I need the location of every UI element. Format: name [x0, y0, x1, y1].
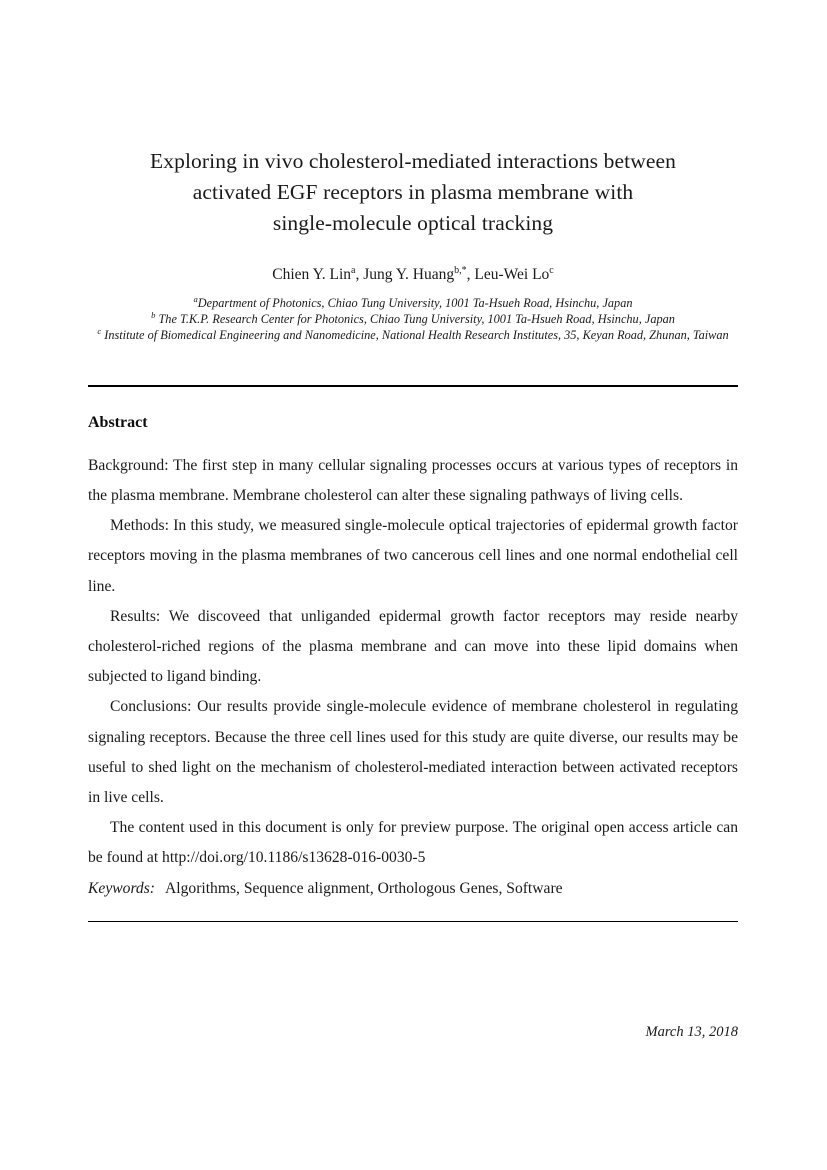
abstract-paragraph-results: Results: We discoveed that unliganded epidermal growth factor receptors may reside nearby cholesterol-riched regions of the plasma membrane and can move into these lipid domains when subjected to ligand binding. — [88, 607, 738, 686]
author-separator-1: , — [355, 266, 364, 283]
keywords-line — [88, 874, 738, 904]
abstract-heading: Abstract — [88, 413, 148, 431]
abstract-paragraph-methods: Methods: In this study, we measured single-molecule optical trajectories of epidermal growth factor receptors moving in the plasma membranes of two cancerous cell lines and one normal endothelial cell line. — [88, 517, 738, 595]
author-marker-3: c — [549, 264, 554, 276]
author-list — [88, 265, 738, 285]
abstract-paragraph-conclusions: Conclusions: Our results provide single-molecule evidence of membrane cholesterol in regulating signaling receptors. Because the three cell lines used for this study are quite diverse, our results may be useful to shed light on the mechanism of cholesterol-mediated interaction between activated receptors in live cells. — [88, 698, 738, 807]
divider-bottom — [88, 921, 738, 922]
page-content — [88, 0, 738, 922]
title-line-2: activated EGF receptors in plasma membrane with — [192, 180, 634, 204]
author-name-3: Leu-Wei Lo — [474, 266, 550, 283]
affiliation-marker-a: a — [193, 293, 198, 304]
title-line-3: single-molecule optical tracking — [272, 211, 554, 235]
preview-notice: The content used in this document is only for preview purpose. The original open access article can be found at http://doi.org/10.1186/s13628-016-0030-5 — [88, 819, 738, 867]
affiliation-text-a: Department of Photonics, Chiao Tung University, 1001 Ta-Hsueh Road, Hsinchu, Japan — [197, 296, 633, 310]
affiliation-list — [88, 293, 738, 343]
affiliation-text-b: The T.K.P. Research Center for Photonics, Chiao Tung University, 1001 Ta-Hsueh Road, Hsinchu, Japan — [158, 311, 675, 326]
author-marker-2: b,* — [454, 264, 467, 276]
affiliation-text-c: Institute of Biomedical Engineering and Nanomedicine, National Health Research Institutes, 35, Keyan Road, Zhunan, Taiwan — [104, 327, 729, 342]
keywords-list: Algorithms, Sequence alignment, Orthologous Genes, Software — [165, 879, 563, 897]
divider-top — [88, 385, 738, 386]
footer-date: March 13, 2018 — [645, 1024, 738, 1040]
keywords-label: Keywords: — [88, 879, 155, 897]
author-name-1: Chien Y. Lin — [272, 266, 352, 283]
affiliation-marker-c: c — [97, 325, 102, 336]
affiliation-b — [88, 309, 738, 328]
affiliation-a — [88, 293, 738, 312]
author-name-2: Jung Y. Huang — [363, 266, 455, 283]
abstract-body — [88, 451, 738, 904]
author-marker-1: a — [351, 264, 356, 276]
title-line-1: Exploring in vivo cholesterol-mediated interactions between — [150, 149, 676, 173]
page-title — [88, 146, 738, 239]
affiliation-marker-b: b — [151, 309, 156, 320]
author-separator-2: , — [466, 266, 475, 283]
abstract-paragraph-background: Background: The first step in many cellular signaling processes occurs at various types of receptors in the plasma membrane. Membrane cholesterol can alter these signaling pathways of living cells. — [88, 456, 738, 504]
affiliation-c — [88, 325, 738, 344]
